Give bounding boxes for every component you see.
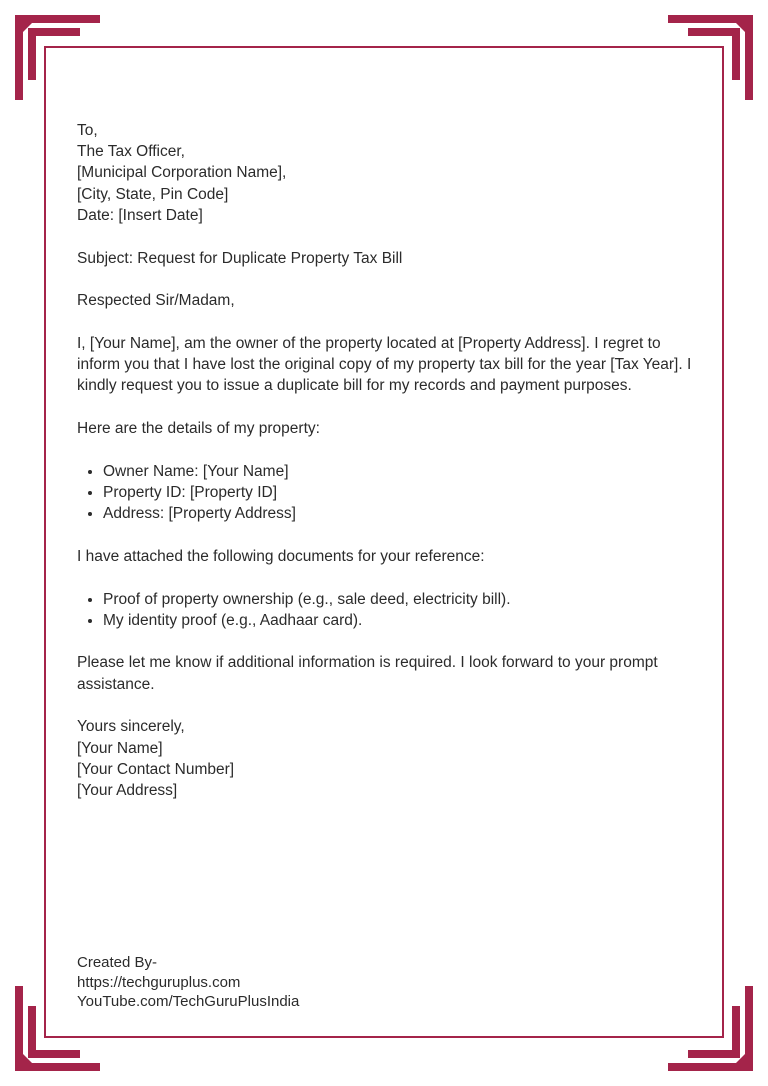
list-item: • Proof of property ownership (e.g., sale deed, electricity bill).	[103, 589, 697, 610]
corner-ornament-top-right	[668, 0, 768, 100]
list-item: • Property ID: [Property ID]	[103, 482, 697, 503]
address-corporation: [Municipal Corporation Name],	[77, 164, 287, 182]
address-date: Date: [Insert Date]	[77, 206, 203, 224]
details-intro: Here are the details of my property:	[77, 420, 320, 438]
recipient-address	[77, 120, 697, 226]
signoff-name: [Your Name]	[77, 739, 163, 757]
greeting: Respected Sir/Madam,	[77, 292, 235, 310]
closing-paragraph: Please let me know if additional information is required. I look forward to your prompt assistance.	[77, 654, 658, 693]
signature-block	[77, 716, 697, 801]
attachments-intro: I have attached the following documents for your reference:	[77, 547, 485, 565]
list-item: • My identity proof (e.g., Aadhaar card).	[103, 610, 697, 631]
list-item: • Address: [Property Address]	[103, 503, 697, 524]
website-link[interactable]: https://techguruplus.com	[77, 973, 241, 991]
body-paragraph: I, [Your Name], am the owner of the property located at [Property Address]. I regret to inform you that I have lost the original copy of my property tax bill for the year [Tax Year]. I kindly request you to issue a duplicate bill for my records and payment purposes.	[77, 334, 692, 395]
corner-ornament-top-left	[0, 0, 100, 100]
youtube-link[interactable]: YouTube.com/TechGuruPlusIndia	[77, 993, 300, 1010]
subject-line: Subject: Request for Duplicate Property Tax Bill	[77, 249, 403, 267]
created-by-label: Created By-	[77, 954, 158, 971]
address-recipient: The Tax Officer,	[77, 143, 185, 161]
credits-footer	[77, 953, 477, 1012]
attachments-list	[77, 589, 697, 631]
letter-body	[77, 120, 697, 801]
list-item: • Owner Name: [Your Name]	[103, 461, 697, 482]
property-details-list	[77, 461, 697, 525]
address-to: To,	[77, 122, 98, 139]
corner-ornament-bottom-right	[668, 986, 768, 1086]
signoff-contact: [Your Contact Number]	[77, 760, 235, 778]
address-city: [City, State, Pin Code]	[77, 185, 229, 203]
signoff-address: [Your Address]	[77, 781, 178, 799]
signoff-closing: Yours sincerely,	[77, 718, 185, 736]
